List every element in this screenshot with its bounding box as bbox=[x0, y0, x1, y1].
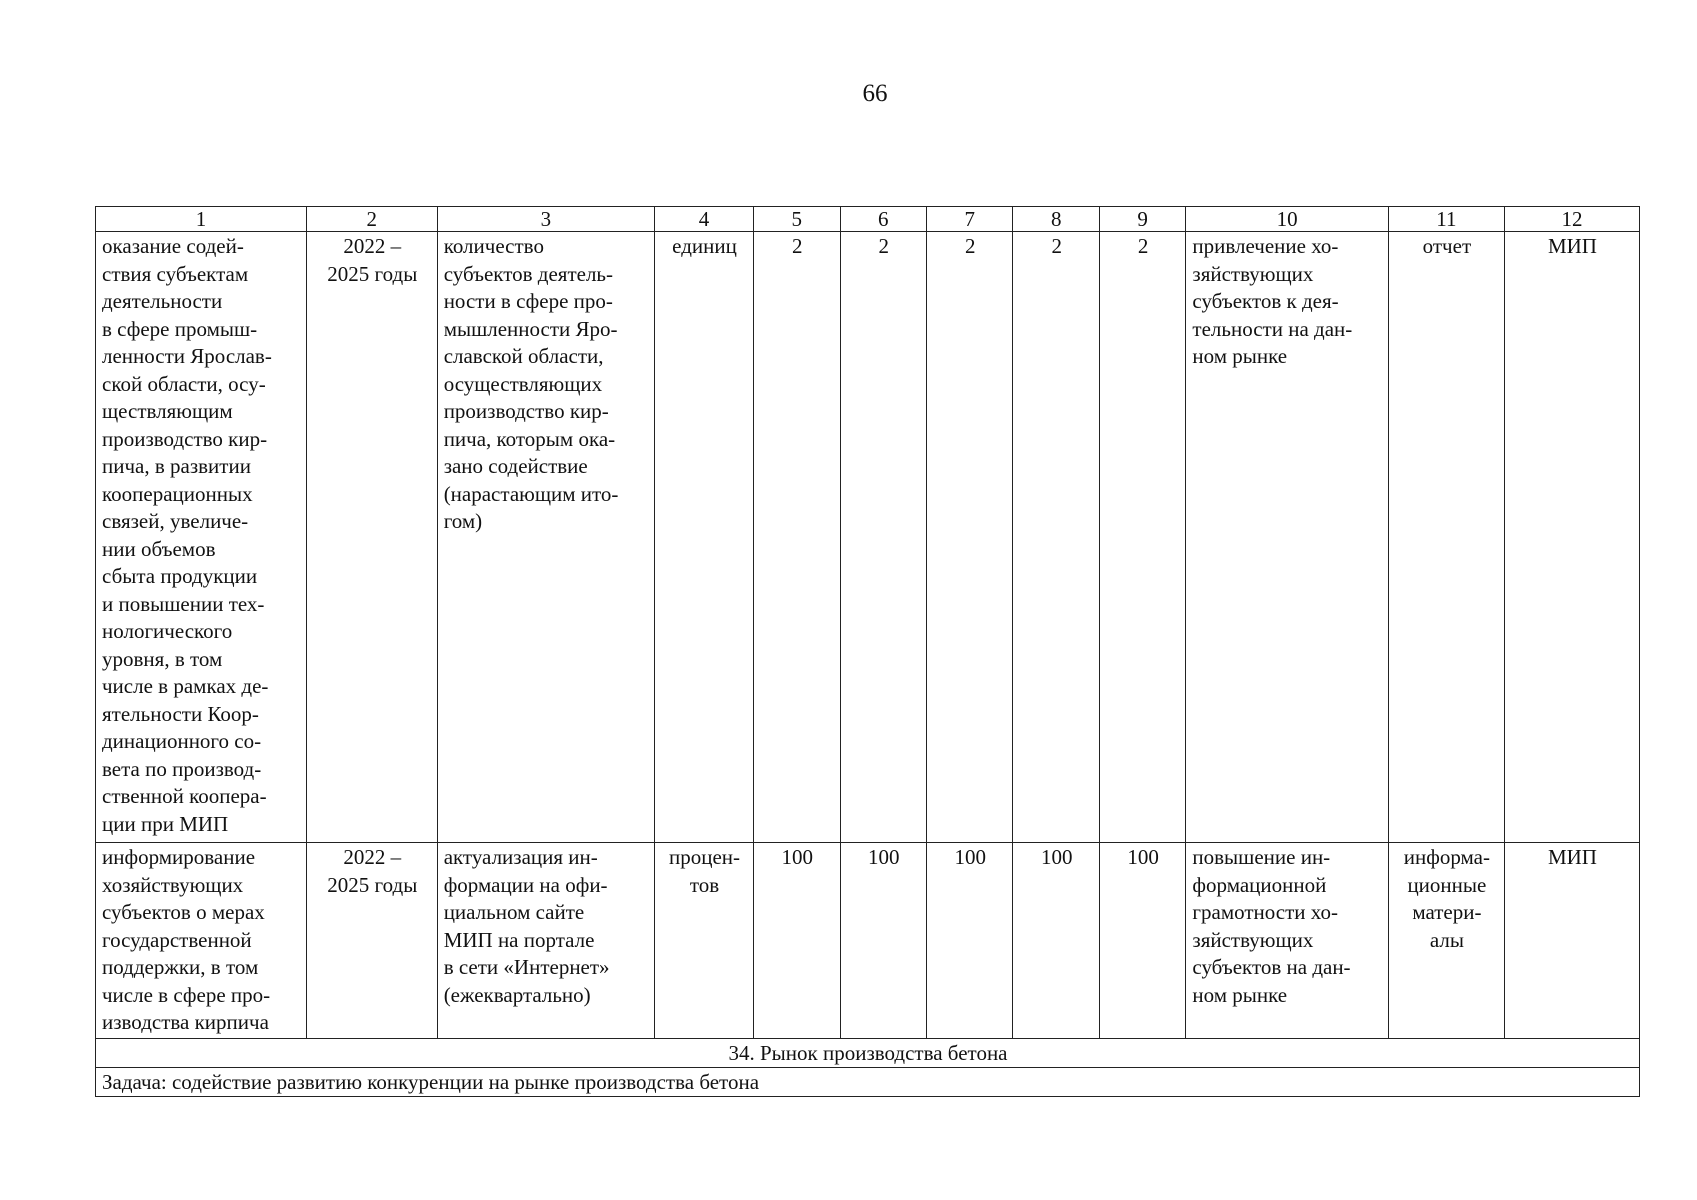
text-line: количество bbox=[443, 234, 544, 258]
text-line: ской области, осу- bbox=[102, 371, 266, 396]
text-line: информирование bbox=[102, 845, 256, 869]
text-line: субъектов о мерах bbox=[102, 900, 265, 924]
value-cell: 2 bbox=[754, 232, 840, 843]
text-line: нологического bbox=[102, 619, 233, 643]
text-line: зяйствующих bbox=[1192, 927, 1314, 952]
header-cell: 6 bbox=[840, 207, 926, 232]
text-line: единиц bbox=[672, 234, 737, 258]
text-line: мышленности Яро- bbox=[443, 316, 618, 341]
text-line: числе в рамках де- bbox=[102, 674, 269, 698]
header-cell: 1 bbox=[96, 207, 307, 232]
text-line: ятельности Коор- bbox=[102, 701, 259, 726]
text-line: матери- bbox=[1412, 900, 1482, 924]
report-cell bbox=[1388, 843, 1504, 1039]
text-line: МИП на портале bbox=[443, 927, 595, 952]
indicator-cell bbox=[437, 232, 654, 843]
text-line: циальном сайте bbox=[443, 900, 585, 924]
text-line: славской области, bbox=[443, 344, 604, 368]
measure-cell bbox=[96, 843, 307, 1039]
report-cell bbox=[1388, 232, 1504, 843]
value-cell: 2 bbox=[1099, 232, 1185, 843]
header-cell: 9 bbox=[1099, 207, 1185, 232]
text-line: привлечение хо- bbox=[1192, 234, 1339, 258]
task-row bbox=[96, 1067, 1640, 1096]
header-cell: 8 bbox=[1013, 207, 1099, 232]
page-number: 66 bbox=[862, 80, 888, 107]
value-cell: 100 bbox=[840, 843, 926, 1039]
table-row bbox=[96, 232, 1640, 843]
text-line: производство кир- bbox=[443, 399, 609, 423]
section-row bbox=[96, 1038, 1640, 1067]
text-line: пича, в развитии bbox=[102, 454, 251, 478]
value-cell: 2 bbox=[1013, 232, 1099, 843]
text-line: процен- bbox=[668, 845, 741, 869]
value-cell: 100 bbox=[1099, 843, 1185, 1039]
text-line: 2025 годы bbox=[327, 261, 418, 286]
text-line: сбыта продукции bbox=[102, 564, 258, 588]
header-cell: 12 bbox=[1504, 207, 1639, 232]
text-line: тельности на дан- bbox=[1192, 316, 1353, 341]
text-line: нии объемов bbox=[102, 536, 216, 561]
text-line: грамотности хо- bbox=[1192, 900, 1338, 924]
task-text: Задача: содействие развитию конкуренции на рынке производства бетона bbox=[96, 1067, 1640, 1096]
text-line: уровня, в том bbox=[102, 646, 223, 671]
text-line: повышение ин- bbox=[1192, 845, 1331, 869]
text-line: вета по производ- bbox=[102, 756, 262, 781]
period-cell bbox=[306, 232, 437, 843]
text-line: ственной коопера- bbox=[102, 784, 267, 808]
header-cell: 10 bbox=[1186, 207, 1388, 232]
text-line: ционные bbox=[1407, 872, 1487, 897]
text-line: актуализация ин- bbox=[443, 845, 598, 869]
text-line: в сфере промыш- bbox=[102, 316, 258, 341]
text-line: алы bbox=[1429, 927, 1464, 952]
measures-table bbox=[95, 206, 1640, 1097]
text-line: ности в сфере про- bbox=[443, 289, 613, 313]
header-row bbox=[96, 207, 1640, 232]
header-cell: 7 bbox=[927, 207, 1013, 232]
text-line: ции при МИП bbox=[102, 811, 229, 836]
header-cell: 5 bbox=[754, 207, 840, 232]
value-cell: 2 bbox=[840, 232, 926, 843]
period-cell bbox=[306, 843, 437, 1039]
indicator-cell bbox=[437, 843, 654, 1039]
text-line: числе в сфере про- bbox=[102, 982, 271, 1007]
header-cell: 11 bbox=[1388, 207, 1504, 232]
text-line: ществляющим bbox=[102, 399, 233, 423]
text-line: ном рынке bbox=[1192, 982, 1288, 1007]
text-line: осуществляющих bbox=[443, 371, 603, 396]
text-line: динационного со- bbox=[102, 729, 262, 753]
text-line: 2022 – bbox=[343, 845, 402, 869]
text-line: субъектов деятель- bbox=[443, 261, 613, 286]
header-cell: 4 bbox=[654, 207, 753, 232]
measure-cell bbox=[96, 232, 307, 843]
text-line: формации на офи- bbox=[443, 872, 608, 897]
text-line: связей, увеличе- bbox=[102, 509, 249, 533]
text-line: отчет bbox=[1422, 234, 1472, 258]
value-cell: 100 bbox=[754, 843, 840, 1039]
text-line: пича, которым ока- bbox=[443, 426, 616, 451]
value-cell: 100 bbox=[1013, 843, 1099, 1039]
result-cell bbox=[1186, 843, 1388, 1039]
text-line: 2022 – bbox=[343, 234, 402, 258]
text-line: изводства кирпича bbox=[102, 1010, 269, 1034]
section-title: 34. Рынок производства бетона bbox=[96, 1038, 1640, 1067]
text-line: гом) bbox=[443, 509, 483, 533]
table-row bbox=[96, 843, 1640, 1039]
text-line: тов bbox=[689, 872, 720, 897]
text-line: кооперационных bbox=[102, 481, 253, 506]
text-line: формационной bbox=[1192, 872, 1327, 897]
text-line: в сети «Интернет» bbox=[443, 955, 610, 979]
text-line: ленности Ярослав- bbox=[102, 344, 272, 368]
text-line: поддержки, в том bbox=[102, 955, 259, 979]
text-line: зяйствующих bbox=[1192, 261, 1314, 286]
executor-cell: МИП bbox=[1504, 843, 1639, 1039]
unit-cell bbox=[654, 843, 753, 1039]
result-cell bbox=[1186, 232, 1388, 843]
text-line: государственной bbox=[102, 927, 252, 952]
text-line: и повышении тех- bbox=[102, 591, 265, 616]
header-cell: 3 bbox=[437, 207, 654, 232]
text-line: ном рынке bbox=[1192, 344, 1288, 368]
header-cell: 2 bbox=[306, 207, 437, 232]
text-line: хозяйствующих bbox=[102, 872, 244, 897]
text-line: субъектов к дея- bbox=[1192, 289, 1339, 313]
value-cell: 100 bbox=[927, 843, 1013, 1039]
text-line: зано содействие bbox=[443, 454, 588, 478]
text-line: (нарастающим ито- bbox=[443, 481, 619, 506]
text-line: 2025 годы bbox=[327, 872, 418, 897]
value-cell: 2 bbox=[927, 232, 1013, 843]
text-line: производство кир- bbox=[102, 426, 268, 451]
text-line: информа- bbox=[1403, 845, 1490, 869]
executor-cell: МИП bbox=[1504, 232, 1639, 843]
text-line: оказание содей- bbox=[102, 234, 244, 258]
text-line: ствия субъектам bbox=[102, 261, 249, 286]
text-line: деятельности bbox=[102, 289, 223, 313]
text-line: субъектов на дан- bbox=[1192, 955, 1351, 979]
text-line: (ежеквартально) bbox=[443, 982, 591, 1007]
unit-cell bbox=[654, 232, 753, 843]
